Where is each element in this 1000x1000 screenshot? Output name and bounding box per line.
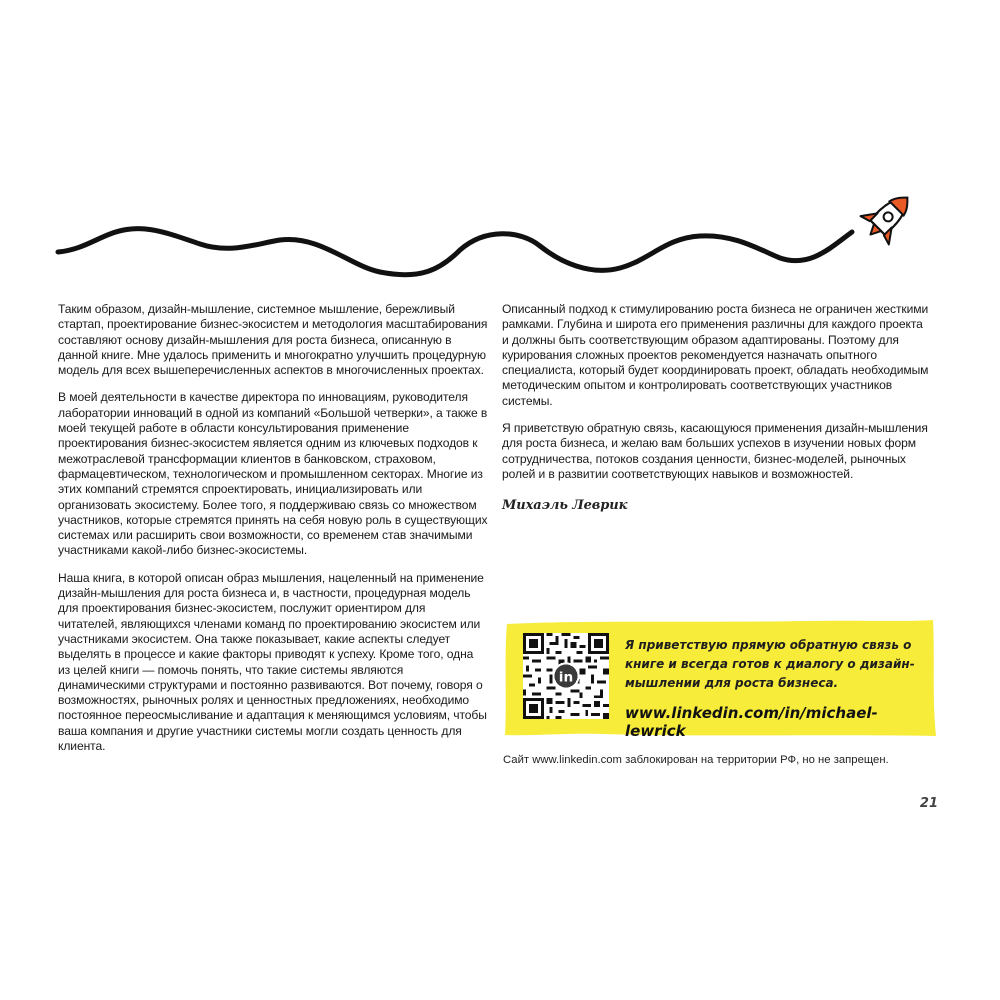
page-number: 21 bbox=[919, 796, 938, 811]
footnote: Сайт www.linkedin.com заблокирован на территории РФ, но не запрещен. bbox=[503, 754, 889, 766]
qr-code-icon[interactable] bbox=[523, 633, 609, 719]
left-paragraph-1: Таким образом, дизайн-мышление, системное мышление, бережливый стартап, проектирование бизнес-экосистем и методология масштабирования составляют основу дизайн-мышления для роста бизнеса, описанную в данной книге. Мне удалось применить и многократно улучшить процедурную модель для всех вышеперечисленных аспектов в многочисленных проектах. bbox=[58, 302, 488, 378]
qr-badge-label: in bbox=[558, 669, 574, 686]
left-paragraph-2: В моей деятельности в качестве директора по инновациям, руководителя лаборатории инноваций в одной из компаний «Большой четверки», а также в моей текущей работе в области консультирования применение проектирования бизнес-экосистем является одним из ключевых подходов к межотраслевой трансформации клиентов в банковском, страховом, фармацевтическом, технологическом и промышленном секторах. Многие из этих компаний стремятся спроектировать, инициализировать или организовать экосистему. Более того, я поддерживаю связь со множеством участников, которые стремятся принять на себя новую роль в существующих системах или расширить свои возможности, со временем став значимыми участниками какой-либо бизнес-экосистемы. bbox=[58, 390, 488, 558]
wavy-trail-line bbox=[58, 229, 852, 275]
author-signature: Михаэль Леврик bbox=[502, 498, 628, 514]
feedback-callout bbox=[503, 618, 937, 738]
linkedin-link[interactable]: www.linkedin.com/in/michael-lewrick bbox=[625, 704, 878, 740]
right-paragraph-1: Описанный подход к стимулированию роста бизнеса не ограничен жесткими рамками. Глубина и широта его применения различны для каждого проекта и должны быть соответствующим образом адаптированы. Поэтому для курирования сложных проектов рекомендуется назначать опытного специалиста, который будет координировать проект, обладать необходимым методическим опытом и контролировать соответствующих участников системы. bbox=[502, 302, 929, 408]
left-text-column bbox=[58, 302, 488, 766]
left-paragraph-3: Наша книга, в которой описан образ мышления, нацеленный на применение дизайн-мышления для роста бизнеса и, в частности, процедурная модель для проектирования бизнес-экосистем, послужит ориентиром для читателей, являющихся членами команд по проектированию экосистем или участниками экосистем. Она также показывает, какие аспекты следует выделять в процессе и какие факторы приводят к успеху. Кроме того, одна из целей книги — помочь понять, что такие системы являются динамическими структурами и постоянно развиваются. Вот почему, говоря о возможностях, рыночных ролях и ценностных предложениях, необходимо постоянное переосмысливание и адаптация к меняющимся условиям, чтобы ваша компания и другие участники системы могли создать ценность для клиента. bbox=[58, 570, 487, 754]
callout-message: Я приветствую прямую обратную связь о книге и всегда готов к диалогу о дизайн-мышлении для роста бизнеса. bbox=[625, 638, 915, 690]
right-text-column bbox=[502, 302, 932, 514]
rocket-icon bbox=[856, 184, 921, 249]
right-paragraph-2: Я приветствую обратную связь, касающуюся применения дизайн-мышления для роста бизнеса, и желаю вам больших успехов в изучении новых форм сотрудничества, потоков создания ценности, бизнес-моделей, рыночных ролей и в развитии соответствующих навыков и возможностей. bbox=[502, 421, 928, 481]
